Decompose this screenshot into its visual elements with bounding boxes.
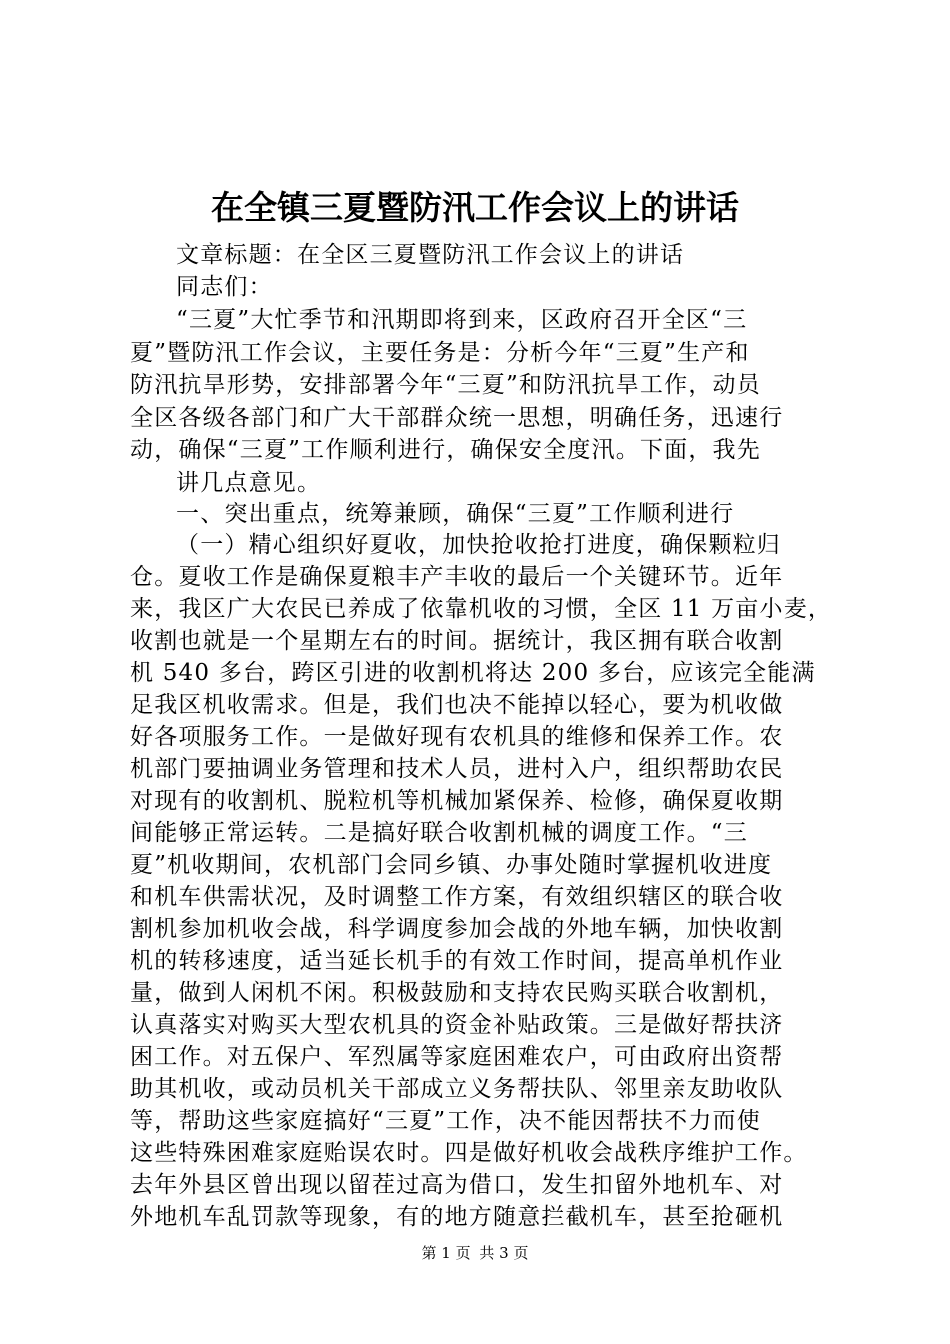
body-line: 这些特殊困难家庭贻误农时。四是做好机收会战秩序维护工作。 [130, 1140, 808, 1166]
section-heading: 一、突出重点，统筹兼顾，确保“三夏”工作顺利进行 [176, 501, 735, 527]
body-line: 防汛抗旱形势，安排部署今年“三夏”和防汛抗旱工作，动员 [130, 372, 761, 398]
body-line: 等，帮助这些家庭搞好“三夏”工作，决不能因帮扶不力而使 [130, 1108, 761, 1134]
body-line: 量，做到人闲机不闲。积极鼓励和支持农民购买联合收割机， [130, 980, 784, 1006]
body-line: 收割也就是一个星期左右的时间。据统计，我区拥有联合收割 [130, 628, 784, 654]
body-line: 机 540 多台，跨区引进的收割机将达 200 多台，应该完全能满 [130, 660, 816, 686]
salutation-line: 同志们： [176, 274, 273, 300]
body-line: 助其机收，或动员机关干部成立义务帮扶队、邻里亲友助收队 [130, 1076, 784, 1102]
subsection-heading: （一）精心组织好夏收，加快抢收抢打进度，确保颗粒归 [176, 532, 781, 558]
body-line: 机的转移速度，适当延长机手的有效工作时间，提高单机作业 [130, 948, 784, 974]
body-line: 认真落实对购买大型农机具的资金补贴政策。三是做好帮扶济 [130, 1012, 784, 1038]
body-line: 夏”暨防汛工作会议，主要任务是：分析今年“三夏”生产和 [130, 340, 750, 366]
document-title: 在全镇三夏暨防汛工作会议上的讲话 [211, 188, 739, 227]
body-line: 夏”机收期间，农机部门会同乡镇、办事处随时掌握机收进度 [130, 852, 773, 878]
body-line: 对现有的收割机、脱粒机等机械加紧保养、检修，确保夏收期 [130, 788, 784, 814]
page-number: 第 1 页 [421, 1244, 471, 1262]
body-line: 困工作。对五保户、军烈属等家庭困难农户，可由政府出资帮 [130, 1044, 784, 1070]
body-line: 全区各级各部门和广大干部群众统一思想，明确任务，迅速行 [130, 405, 784, 431]
article-title-line: 文章标题：在全区三夏暨防汛工作会议上的讲话 [176, 242, 685, 268]
body-line: “三夏”大忙季节和汛期即将到来，区政府召开全区“三 [176, 307, 748, 333]
body-line: 动，确保“三夏”工作顺利进行，确保安全度汛。下面，我先 [130, 437, 761, 463]
body-line: 和机车供需状况，及时调整工作方案，有效组织辖区的联合收 [130, 884, 784, 910]
body-line: 来，我区广大农民已养成了依靠机收的习惯，全区 11 万亩小麦， [130, 596, 833, 622]
body-line: 讲几点意见。 [176, 470, 322, 496]
body-line: 足我区机收需求。但是，我们也决不能掉以轻心，要为机收做 [130, 692, 784, 718]
body-line: 外地机车乱罚款等现象，有的地方随意拦截机车，甚至抢砸机 [130, 1204, 784, 1230]
page-footer [0, 1243, 950, 1263]
body-line: 割机参加机收会战，科学调度参加会战的外地车辆，加快收割 [130, 916, 784, 942]
body-line: 去年外县区曾出现以留茬过高为借口，发生扣留外地机车、对 [130, 1172, 784, 1198]
page-total: 共 3 页 [479, 1244, 529, 1262]
body-line: 好各项服务工作。一是做好现有农机具的维修和保养工作。农 [130, 724, 784, 750]
body-line: 机部门要抽调业务管理和技术人员，进村入户，组织帮助农民 [130, 756, 784, 782]
body-line: 间能够正常运转。二是搞好联合收割机械的调度工作。“三 [130, 820, 748, 846]
body-line: 仓。夏收工作是确保夏粮丰产丰收的最后一个关键环节。近年 [130, 564, 784, 590]
